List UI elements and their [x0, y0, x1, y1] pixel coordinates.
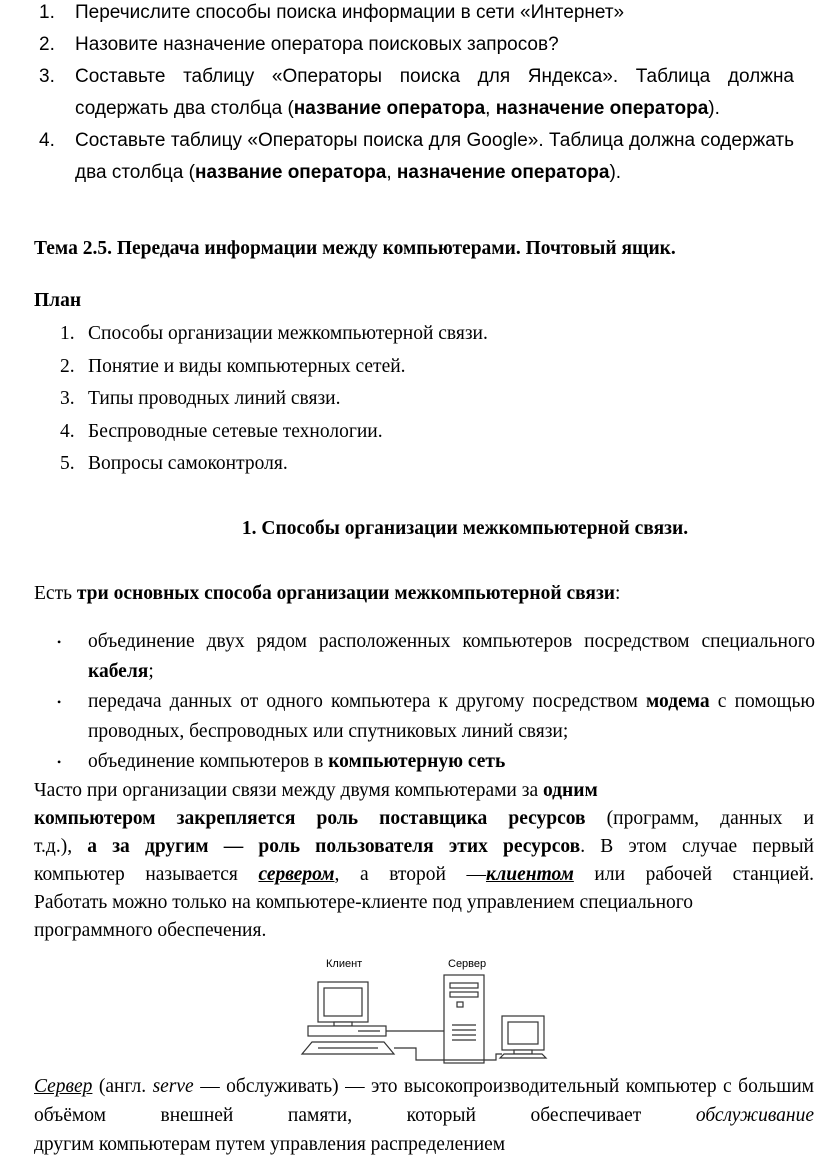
text: другим компьютерам путем управления распределением — [34, 1134, 506, 1155]
item-text: Способы организации межкомпьютерной связи. — [88, 323, 488, 344]
list-item — [34, 29, 794, 61]
item-text: объединение двух рядом расположенных компьютеров посредством специального — [88, 631, 815, 652]
item-number: 4. — [39, 130, 55, 151]
bold-text: а за другим — роль пользователя этих ресурсов — [87, 836, 581, 857]
text: , а второй — — [334, 864, 486, 885]
term-server: сервером — [258, 864, 335, 885]
bold-text: кабеля — [88, 661, 149, 682]
list-item — [34, 0, 794, 29]
item-text: Типы проводных линий связи. — [88, 388, 341, 409]
section-heading: 1. Способы организации межкомпьютерной связи. — [241, 518, 689, 539]
bold-text: компьютером закрепляется роль поставщика ресурсов — [34, 808, 586, 829]
text: : — [615, 583, 621, 604]
bold-text: три основных способа организации межкомпьютерной связи — [76, 583, 616, 604]
text-line — [34, 805, 814, 833]
plan-list — [56, 318, 488, 481]
bold-text: назначение оператора — [396, 162, 610, 183]
item-text: с помощью проводных, беспроводных или спутниковых линий связи; — [88, 691, 815, 742]
italic-text: serve — [152, 1076, 194, 1097]
term-client: клиентом — [485, 864, 574, 885]
text-line — [34, 1072, 814, 1130]
item-text: объединение компьютеров в — [88, 751, 329, 772]
client-label: Клиент — [326, 958, 363, 970]
list-item — [56, 416, 488, 449]
text: программного обеспечения. — [34, 920, 267, 941]
item-text: Перечислите способы поиска информации в сети «Интернет» — [75, 2, 625, 23]
item-text: Понятие и виды компьютерных сетей. — [88, 355, 406, 377]
list-item — [56, 318, 488, 351]
list-item — [56, 383, 488, 416]
list-item — [34, 125, 794, 189]
bold-text: назначение оператора — [495, 98, 709, 119]
item-text: Составьте таблицу «Операторы поиска для Яндекса». Таблица должна содержать два столбца ( — [75, 66, 794, 119]
list-item — [56, 627, 815, 687]
item-number: 4. — [60, 420, 75, 442]
item-number: 1. — [39, 2, 55, 23]
bullet-icon: • — [57, 635, 62, 649]
item-number: 2. — [60, 355, 75, 377]
text: . В этом случае первый — [580, 836, 814, 857]
questions-list — [34, 0, 794, 189]
text: Работать можно только на компьютере-клиенте под управлением специального — [34, 892, 694, 913]
text: — обслуживать) — это высокопроизводительный компьютер с большим объёмом внешней памяти, который обеспечивает — [34, 1076, 814, 1126]
list-item — [56, 351, 488, 384]
bold-text: компьютерную сеть — [328, 751, 506, 772]
text: компьютер называется — [34, 864, 259, 885]
server-computer-icon — [444, 975, 484, 1063]
item-number: 5. — [60, 453, 75, 474]
intro-text — [34, 583, 620, 605]
bold-text: модема — [646, 691, 710, 712]
bullet-icon: • — [57, 755, 62, 769]
list-item — [56, 687, 815, 747]
item-number: 1. — [60, 323, 75, 344]
text-line — [34, 1130, 814, 1159]
server-label: Сервер — [448, 958, 487, 970]
item-text: ). — [609, 162, 622, 183]
item-number: 2. — [39, 34, 55, 55]
item-text: Вопросы самоконтроля. — [88, 453, 288, 474]
italic-text: обслуживание — [695, 1105, 814, 1126]
bold-text: название оператора — [293, 98, 486, 119]
item-text: , — [485, 98, 496, 119]
text-line — [34, 833, 814, 861]
item-text: ). — [708, 98, 720, 119]
client-computer-icon — [302, 982, 394, 1054]
client-server-diagram — [296, 950, 566, 1070]
text-line — [34, 861, 814, 889]
server-definition-paragraph — [34, 1072, 814, 1159]
bullet-icon: • — [57, 695, 62, 709]
text: или рабочей станцией. — [573, 864, 815, 885]
item-text: Составьте таблицу «Операторы поиска для Google». Таблица должна содержать два столбца ( — [75, 130, 794, 183]
list-item — [56, 448, 488, 481]
term-server: Сервер — [34, 1076, 93, 1097]
text: Есть — [34, 583, 77, 604]
bold-text: название оператора — [194, 162, 387, 183]
text-line — [34, 917, 814, 945]
bold-text: одним — [542, 780, 598, 801]
text: (англ. — [92, 1076, 153, 1097]
list-item — [34, 61, 794, 125]
item-text: ; — [148, 661, 154, 682]
item-number: 3. — [39, 66, 55, 87]
item-text: , — [386, 162, 397, 183]
monitor-icon — [500, 1016, 546, 1058]
text: (программ, данных и — [585, 808, 814, 829]
item-text: Беспроводные сетевые технологии. — [88, 420, 383, 442]
text: Часто при организации связи между двумя компьютерами за — [34, 780, 543, 801]
topic-title: Тема 2.5. Передача информации между компьютерами. Почтовый ящик. — [34, 238, 676, 259]
bullet-list — [56, 627, 815, 777]
item-number: 3. — [60, 388, 75, 409]
item-text: Назовите назначение оператора поисковых запросов? — [75, 34, 559, 55]
text-line — [34, 889, 814, 917]
client-server-paragraph — [34, 777, 814, 945]
text-line — [34, 777, 814, 805]
list-item — [56, 747, 815, 777]
text: т.д.), — [34, 836, 88, 857]
plan-title: План — [34, 290, 82, 311]
item-text: передача данных от одного компьютера к другому посредством — [88, 691, 646, 712]
